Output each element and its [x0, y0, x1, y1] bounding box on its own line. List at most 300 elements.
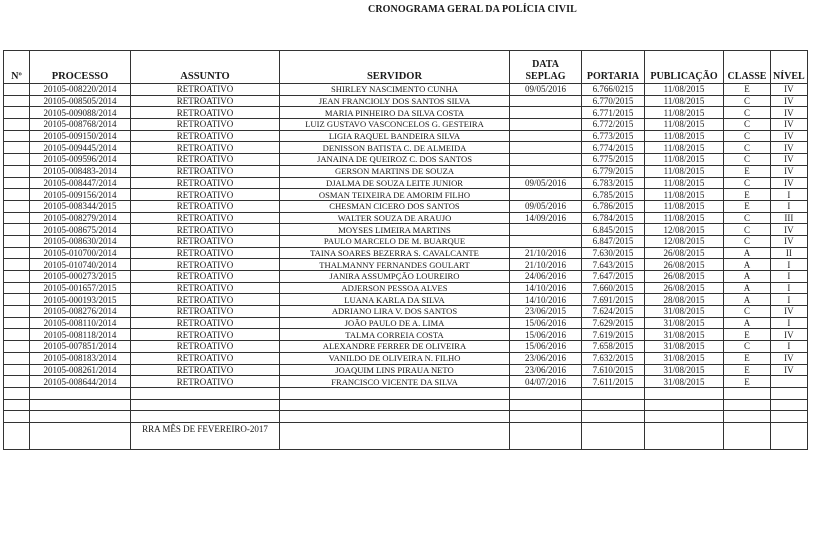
cell-number — [4, 107, 30, 119]
cell-assunto: RETROATIVO — [131, 130, 280, 142]
cell-portaria: 6.775/2015 — [582, 154, 645, 166]
cell-number — [4, 271, 30, 283]
cell-number — [4, 130, 30, 142]
cell-nivel: IV — [771, 165, 808, 177]
empty-cell — [645, 387, 724, 399]
cell-publicacao: 11/08/2015 — [645, 95, 724, 107]
cell-processo: 20105-000273/2015 — [30, 271, 131, 283]
cell-classe: E — [724, 165, 771, 177]
empty-row — [4, 411, 808, 423]
cell-data: 14/09/2016 — [510, 212, 582, 224]
cell-processo: 20105-009088/2014 — [30, 107, 131, 119]
cell-number — [4, 306, 30, 318]
cell-servidor: TAINA SOARES BEZERRA S. CAVALCANTE — [280, 247, 510, 259]
cell-publicacao: 11/08/2015 — [645, 154, 724, 166]
cell-publicacao: 11/08/2015 — [645, 130, 724, 142]
cell-processo: 20105-008344/2015 — [30, 200, 131, 212]
cell-processo: 20105-009150/2014 — [30, 130, 131, 142]
cell-nivel: IV — [771, 364, 808, 376]
cell-publicacao: 11/08/2015 — [645, 189, 724, 201]
cell-assunto: RETROATIVO — [131, 189, 280, 201]
cell-publicacao: 11/08/2015 — [645, 142, 724, 154]
cell-data: 24/06/2016 — [510, 271, 582, 283]
cell-portaria: 7.658/2015 — [582, 341, 645, 353]
cell-classe: A — [724, 247, 771, 259]
cell-number — [4, 341, 30, 353]
cell-portaria: 7.624/2015 — [582, 306, 645, 318]
table-row — [4, 376, 808, 388]
cell-portaria: 7.691/2015 — [582, 294, 645, 306]
cell-classe: A — [724, 317, 771, 329]
cell-number — [4, 364, 30, 376]
cell-nivel: IV — [771, 119, 808, 131]
cell-processo: 20105-008630/2014 — [30, 235, 131, 247]
cell-publicacao: 12/08/2015 — [645, 235, 724, 247]
cell-data — [510, 107, 582, 119]
cell-processo: 20105-000193/2015 — [30, 294, 131, 306]
table-row — [4, 119, 808, 131]
cell-servidor: GERSON MARTINS DE SOUZA — [280, 165, 510, 177]
cell-processo: 20105-008675/2014 — [30, 224, 131, 236]
cell-processo: 20105-008505/2014 — [30, 95, 131, 107]
cell-number — [4, 165, 30, 177]
cell-data: 15/06/2016 — [510, 329, 582, 341]
empty-cell — [724, 411, 771, 423]
empty-cell — [582, 399, 645, 411]
cell-servidor: JEAN FRANCIOLY DOS SANTOS SILVA — [280, 95, 510, 107]
cell-data: 15/06/2016 — [510, 317, 582, 329]
cell-servidor: JANIRA ASSUMPÇÃO LOUREIRO — [280, 271, 510, 283]
cell-publicacao: 31/08/2015 — [645, 352, 724, 364]
cell-processo: 20105-008118/2014 — [30, 329, 131, 341]
cell-nivel: II — [771, 247, 808, 259]
empty-row — [4, 399, 808, 411]
cell-assunto: RETROATIVO — [131, 177, 280, 189]
cell-classe: C — [724, 130, 771, 142]
cell-classe: E — [724, 376, 771, 388]
cell-publicacao: 31/08/2015 — [645, 306, 724, 318]
cell-portaria: 6.772/2015 — [582, 119, 645, 131]
cell-data: 04/07/2016 — [510, 376, 582, 388]
cell-data — [510, 142, 582, 154]
cell-processo: 20105-008483-2014 — [30, 165, 131, 177]
table-row — [4, 247, 808, 259]
cell-publicacao: 11/08/2015 — [645, 119, 724, 131]
cell-number — [4, 189, 30, 201]
cell-portaria: 6.766/0215 — [582, 84, 645, 96]
empty-cell — [30, 411, 131, 423]
cell-nivel: IV — [771, 352, 808, 364]
cell-portaria: 7.632/2015 — [582, 352, 645, 364]
empty-cell — [771, 387, 808, 399]
table-row — [4, 341, 808, 353]
cell-number — [4, 352, 30, 364]
empty-cell — [30, 422, 131, 449]
cell-number — [4, 119, 30, 131]
cell-servidor: MARIA PINHEIRO DA SILVA COSTA — [280, 107, 510, 119]
empty-cell — [4, 387, 30, 399]
cell-classe: A — [724, 282, 771, 294]
cell-publicacao: 26/08/2015 — [645, 282, 724, 294]
cell-data: 23/06/2016 — [510, 352, 582, 364]
cell-portaria: 6.774/2015 — [582, 142, 645, 154]
cell-data — [510, 95, 582, 107]
cell-classe: E — [724, 84, 771, 96]
cell-portaria: 7.619/2015 — [582, 329, 645, 341]
cell-assunto: RETROATIVO — [131, 84, 280, 96]
cell-servidor: LUANA KARLA DA SILVA — [280, 294, 510, 306]
header-data-line2: SEPLAG — [525, 71, 566, 82]
cell-data: 23/06/2015 — [510, 306, 582, 318]
cell-assunto: RETROATIVO — [131, 107, 280, 119]
cell-nivel: I — [771, 282, 808, 294]
table-row — [4, 95, 808, 107]
cell-data: 23/06/2016 — [510, 364, 582, 376]
table-header-row — [4, 51, 808, 84]
cell-assunto: RETROATIVO — [131, 154, 280, 166]
table-row — [4, 259, 808, 271]
cell-portaria: 6.786/2015 — [582, 200, 645, 212]
header-assunto: ASSUNTO — [131, 51, 280, 84]
cell-servidor: ALEXANDRE FERRER DE OLIVEIRA — [280, 341, 510, 353]
table-row — [4, 189, 808, 201]
empty-cell — [131, 387, 280, 399]
cell-number — [4, 95, 30, 107]
cell-nivel: I — [771, 294, 808, 306]
empty-cell — [771, 411, 808, 423]
cell-assunto: RETROATIVO — [131, 165, 280, 177]
empty-cell — [510, 411, 582, 423]
cell-processo: 20105-008261/2014 — [30, 364, 131, 376]
empty-cell — [4, 422, 30, 449]
cell-classe: C — [724, 95, 771, 107]
cell-processo: 20105-010740/2014 — [30, 259, 131, 271]
cell-nivel: IV — [771, 154, 808, 166]
cell-assunto: RETROATIVO — [131, 212, 280, 224]
table-row — [4, 282, 808, 294]
cell-nivel: IV — [771, 329, 808, 341]
footer-note-row — [4, 422, 808, 449]
cell-portaria: 6.770/2015 — [582, 95, 645, 107]
cell-nivel — [771, 376, 808, 388]
cell-servidor: ADJERSON PESSOA ALVES — [280, 282, 510, 294]
table-row — [4, 177, 808, 189]
cell-classe: A — [724, 271, 771, 283]
cell-portaria: 7.610/2015 — [582, 364, 645, 376]
cell-servidor: FRANCISCO VICENTE DA SILVA — [280, 376, 510, 388]
header-classe: CLASSE — [724, 51, 771, 84]
empty-cell — [4, 399, 30, 411]
header-data-seplag — [510, 51, 582, 84]
cell-publicacao: 11/08/2015 — [645, 177, 724, 189]
table-row — [4, 154, 808, 166]
cell-publicacao: 31/08/2015 — [645, 364, 724, 376]
empty-cell — [30, 399, 131, 411]
cell-processo: 20105-010700/2014 — [30, 247, 131, 259]
header-data-line1: DATA — [532, 59, 559, 70]
cell-data: 14/10/2016 — [510, 282, 582, 294]
cell-nivel: IV — [771, 224, 808, 236]
header-processo: PROCESSO — [30, 51, 131, 84]
cell-servidor: JOÃO PAULO DE A. LIMA — [280, 317, 510, 329]
cell-nivel: IV — [771, 107, 808, 119]
cell-data — [510, 224, 582, 236]
cell-data — [510, 165, 582, 177]
cell-number — [4, 376, 30, 388]
cell-classe: C — [724, 119, 771, 131]
cell-classe: E — [724, 200, 771, 212]
cell-data: 21/10/2016 — [510, 247, 582, 259]
empty-cell — [4, 411, 30, 423]
cell-nivel: I — [771, 200, 808, 212]
table-row — [4, 317, 808, 329]
page-title: CRONOGRAMA GERAL DA POLÍCIA CIVIL — [368, 4, 577, 15]
cell-assunto: RETROATIVO — [131, 235, 280, 247]
table-row — [4, 352, 808, 364]
cell-servidor: DJALMA DE SOUZA LEITE JUNIOR — [280, 177, 510, 189]
table-row — [4, 200, 808, 212]
cell-nivel: IV — [771, 95, 808, 107]
cell-classe: C — [724, 341, 771, 353]
cell-nivel: III — [771, 212, 808, 224]
empty-cell — [582, 422, 645, 449]
cell-assunto: RETROATIVO — [131, 376, 280, 388]
table-row — [4, 224, 808, 236]
cell-assunto: RETROATIVO — [131, 247, 280, 259]
cell-portaria: 7.630/2015 — [582, 247, 645, 259]
cell-data: 09/05/2016 — [510, 200, 582, 212]
cell-publicacao: 11/08/2015 — [645, 165, 724, 177]
empty-cell — [131, 411, 280, 423]
table-row — [4, 294, 808, 306]
cell-data — [510, 235, 582, 247]
cell-assunto: RETROATIVO — [131, 142, 280, 154]
cell-portaria: 6.773/2015 — [582, 130, 645, 142]
header-publicacao: PUBLICAÇÃO — [645, 51, 724, 84]
cell-servidor: CHESMAN CICERO DOS SANTOS — [280, 200, 510, 212]
empty-cell — [582, 411, 645, 423]
cell-number — [4, 282, 30, 294]
cell-processo: 20105-008768/2014 — [30, 119, 131, 131]
cell-portaria: 7.629/2015 — [582, 317, 645, 329]
cell-servidor: DENISSON BATISTA C. DE ALMEIDA — [280, 142, 510, 154]
cell-nivel: I — [771, 271, 808, 283]
empty-cell — [280, 422, 510, 449]
cell-publicacao: 28/08/2015 — [645, 294, 724, 306]
table-row — [4, 329, 808, 341]
empty-cell — [724, 422, 771, 449]
cell-nivel: IV — [771, 130, 808, 142]
cell-processo: 20105-007851/2014 — [30, 341, 131, 353]
cell-assunto: RETROATIVO — [131, 259, 280, 271]
cell-classe: C — [724, 212, 771, 224]
cell-data — [510, 119, 582, 131]
cell-publicacao: 11/08/2015 — [645, 200, 724, 212]
cell-assunto: RETROATIVO — [131, 282, 280, 294]
cell-servidor: JOAQUIM LINS PIRAUA NETO — [280, 364, 510, 376]
cell-portaria: 7.647/2015 — [582, 271, 645, 283]
cell-processo: 20105-009445/2014 — [30, 142, 131, 154]
empty-cell — [510, 422, 582, 449]
cell-number — [4, 84, 30, 96]
schedule-table — [3, 50, 808, 450]
empty-cell — [724, 387, 771, 399]
cell-assunto: RETROATIVO — [131, 271, 280, 283]
cell-publicacao: 12/08/2015 — [645, 224, 724, 236]
cell-data: 09/05/2016 — [510, 84, 582, 96]
cell-nivel: I — [771, 341, 808, 353]
cell-publicacao: 31/08/2015 — [645, 376, 724, 388]
cell-assunto: RETROATIVO — [131, 329, 280, 341]
cell-processo: 20105-008220/2014 — [30, 84, 131, 96]
cell-servidor: WALTER SOUZA DE ARAUJO — [280, 212, 510, 224]
cell-data: 09/05/2016 — [510, 177, 582, 189]
cell-servidor: PAULO MARCELO DE M. BUARQUE — [280, 235, 510, 247]
cell-number — [4, 200, 30, 212]
cell-classe: C — [724, 224, 771, 236]
cell-classe: C — [724, 154, 771, 166]
cell-portaria: 6.847/2015 — [582, 235, 645, 247]
empty-cell — [724, 399, 771, 411]
cell-processo: 20105-009156/2014 — [30, 189, 131, 201]
cell-portaria: 7.643/2015 — [582, 259, 645, 271]
cell-data: 14/10/2016 — [510, 294, 582, 306]
cell-assunto: RETROATIVO — [131, 294, 280, 306]
cell-number — [4, 259, 30, 271]
cell-data: 21/10/2016 — [510, 259, 582, 271]
cell-portaria: 7.611/2015 — [582, 376, 645, 388]
empty-cell — [582, 387, 645, 399]
header-nivel: NÍVEL — [771, 51, 808, 84]
cell-nivel: IV — [771, 177, 808, 189]
cell-nivel: IV — [771, 84, 808, 96]
cell-classe: C — [724, 306, 771, 318]
cell-assunto: RETROATIVO — [131, 95, 280, 107]
cell-portaria: 6.845/2015 — [582, 224, 645, 236]
cell-nivel: I — [771, 189, 808, 201]
cell-servidor: TALMA CORREIA COSTA — [280, 329, 510, 341]
cell-publicacao: 26/08/2015 — [645, 259, 724, 271]
cell-classe: A — [724, 259, 771, 271]
cell-servidor: THALMANNY FERNANDES GOULART — [280, 259, 510, 271]
cell-classe: C — [724, 235, 771, 247]
footer-note: RRA MÊS DE FEVEREIRO-2017 — [131, 422, 280, 449]
cell-number — [4, 212, 30, 224]
empty-cell — [280, 411, 510, 423]
table-row — [4, 212, 808, 224]
table-row — [4, 235, 808, 247]
header-number: Nº — [4, 51, 30, 84]
cell-portaria: 6.779/2015 — [582, 165, 645, 177]
table-body — [4, 84, 808, 450]
empty-row — [4, 387, 808, 399]
cell-data — [510, 154, 582, 166]
table-row — [4, 271, 808, 283]
cell-servidor: LIGIA RAQUEL BANDEIRA SILVA — [280, 130, 510, 142]
cell-number — [4, 317, 30, 329]
cell-portaria: 6.783/2015 — [582, 177, 645, 189]
cell-processo: 20105-008644/2014 — [30, 376, 131, 388]
cell-publicacao: 11/08/2015 — [645, 212, 724, 224]
empty-cell — [131, 399, 280, 411]
cell-number — [4, 142, 30, 154]
cell-servidor: OSMAN TEIXEIRA DE AMORIM FILHO — [280, 189, 510, 201]
cell-processo: 20105-001657/2015 — [30, 282, 131, 294]
cell-classe: C — [724, 177, 771, 189]
cell-assunto: RETROATIVO — [131, 119, 280, 131]
cell-number — [4, 154, 30, 166]
empty-cell — [30, 387, 131, 399]
cell-number — [4, 294, 30, 306]
empty-cell — [510, 387, 582, 399]
cell-assunto: RETROATIVO — [131, 224, 280, 236]
cell-number — [4, 177, 30, 189]
cell-servidor: LUIZ GUSTAVO VASCONCELOS G. GESTEIRA — [280, 119, 510, 131]
cell-classe: E — [724, 329, 771, 341]
empty-cell — [510, 399, 582, 411]
cell-nivel: I — [771, 317, 808, 329]
cell-publicacao: 11/08/2015 — [645, 84, 724, 96]
header-portaria: PORTARIA — [582, 51, 645, 84]
table-row — [4, 306, 808, 318]
cell-processo: 20105-009596/2014 — [30, 154, 131, 166]
cell-servidor: MOYSES LIMEIRA MARTINS — [280, 224, 510, 236]
empty-cell — [645, 422, 724, 449]
empty-cell — [280, 399, 510, 411]
cell-number — [4, 224, 30, 236]
cell-data — [510, 130, 582, 142]
cell-portaria: 6.785/2015 — [582, 189, 645, 201]
cell-classe: E — [724, 189, 771, 201]
table-row — [4, 84, 808, 96]
cell-classe: C — [724, 142, 771, 154]
cell-publicacao: 31/08/2015 — [645, 329, 724, 341]
cell-publicacao: 31/08/2015 — [645, 341, 724, 353]
empty-cell — [771, 399, 808, 411]
cell-servidor: JANAINA DE QUEIROZ C. DOS SANTOS — [280, 154, 510, 166]
table-row — [4, 107, 808, 119]
header-servidor: SERVIDOR — [280, 51, 510, 84]
empty-cell — [280, 387, 510, 399]
table-row — [4, 364, 808, 376]
cell-portaria: 7.660/2015 — [582, 282, 645, 294]
cell-assunto: RETROATIVO — [131, 364, 280, 376]
cell-number — [4, 247, 30, 259]
cell-assunto: RETROATIVO — [131, 200, 280, 212]
cell-nivel: IV — [771, 235, 808, 247]
cell-processo: 20105-008447/2014 — [30, 177, 131, 189]
cell-assunto: RETROATIVO — [131, 306, 280, 318]
cell-data: 15/06/2016 — [510, 341, 582, 353]
cell-assunto: RETROATIVO — [131, 341, 280, 353]
cell-publicacao: 31/08/2015 — [645, 317, 724, 329]
cell-processo: 20105-008279/2014 — [30, 212, 131, 224]
cell-data — [510, 189, 582, 201]
empty-cell — [645, 411, 724, 423]
cell-number — [4, 329, 30, 341]
cell-publicacao: 11/08/2015 — [645, 107, 724, 119]
cell-processo: 20105-008276/2014 — [30, 306, 131, 318]
table-row — [4, 130, 808, 142]
cell-classe: E — [724, 364, 771, 376]
cell-nivel: IV — [771, 306, 808, 318]
empty-cell — [771, 422, 808, 449]
cell-portaria: 6.771/2015 — [582, 107, 645, 119]
cell-servidor: ADRIANO LIRA V. DOS SANTOS — [280, 306, 510, 318]
cell-assunto: RETROATIVO — [131, 317, 280, 329]
table-row — [4, 142, 808, 154]
table-row — [4, 165, 808, 177]
